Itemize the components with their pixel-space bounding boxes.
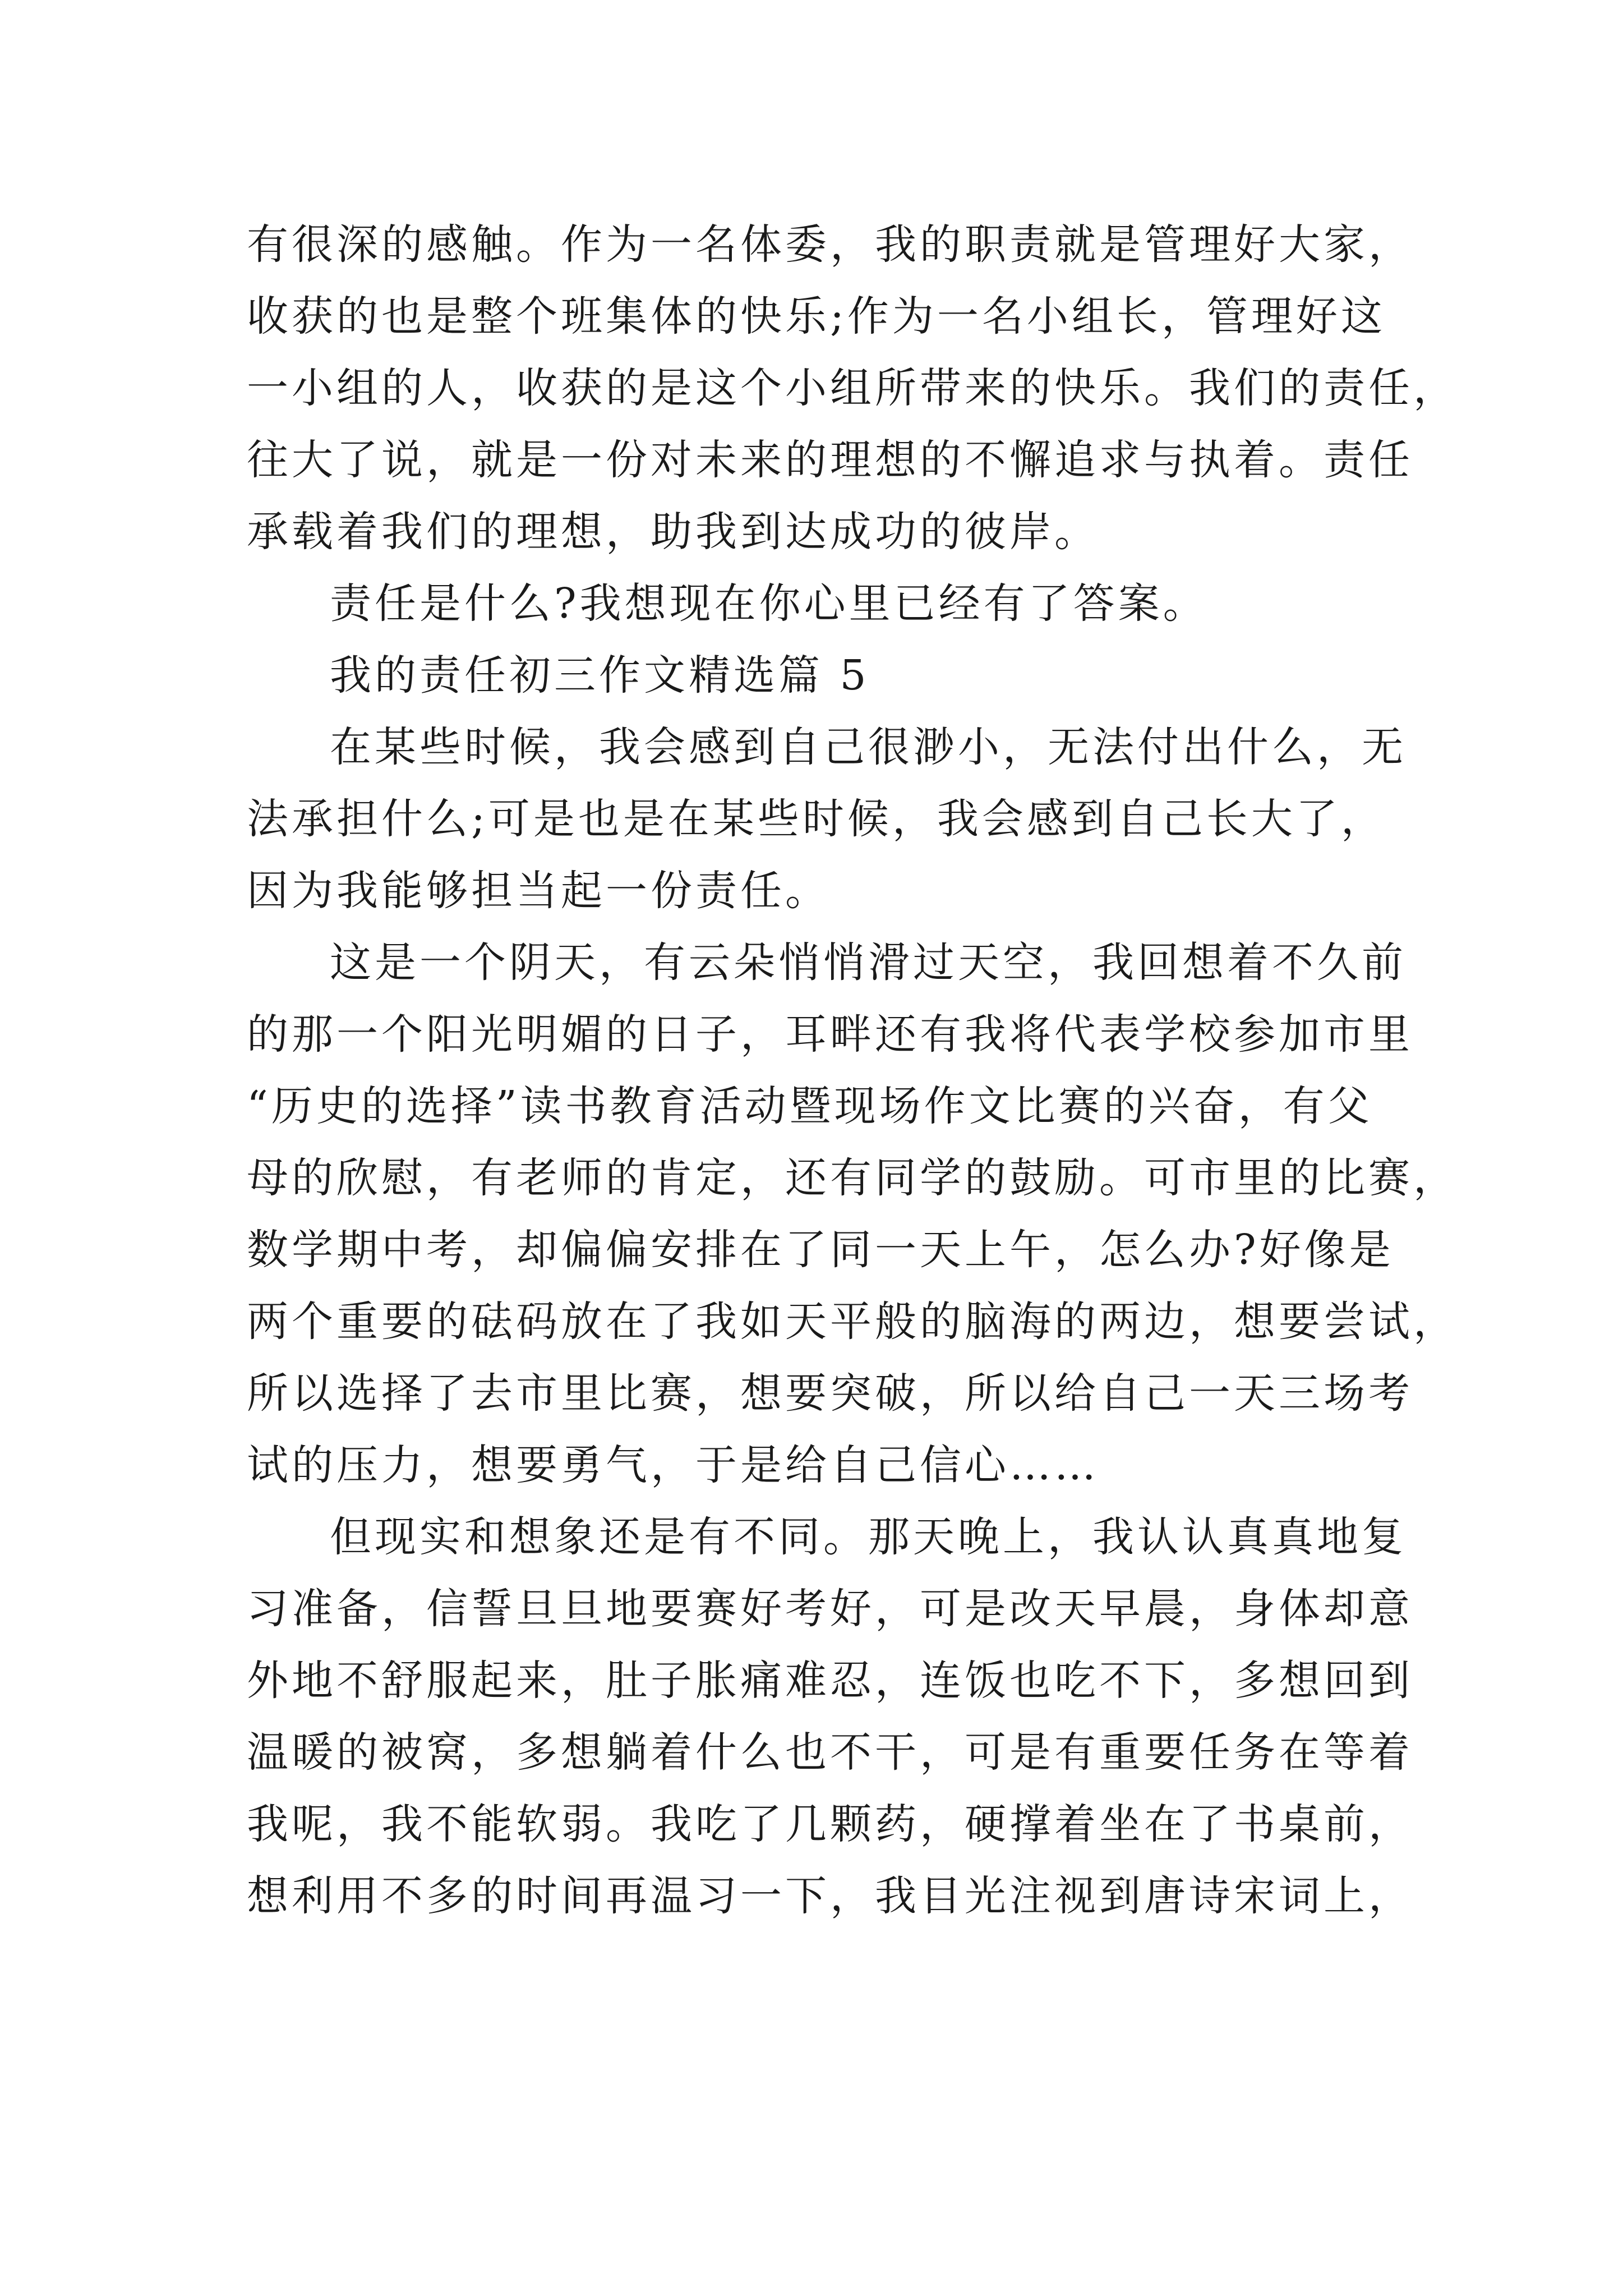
text-line: 温暖的被窝，多想躺着什么也不干，可是有重要任务在等着 (247, 1728, 1413, 1777)
text-line: “历史的选择”读书教育活动暨现场作文比赛的兴奋，有父 (247, 1082, 1373, 1130)
text-line: 外地不舒服起来，肚子胀痛难忍，连饭也吃不下，多想回到 (247, 1657, 1413, 1705)
text-line: 一小组的人，收获的是这个小组所带来的快乐。我们的责任， (247, 364, 1458, 412)
text-line: 承载着我们的理想，助我到达成功的彼岸。 (247, 508, 1099, 556)
text-line: 数学期中考，却偏偏安排在了同一天上午，怎么办?好像是 (247, 1226, 1394, 1274)
text-line: 在某些时候，我会感到自己很渺小，无法付出什么，无 (330, 723, 1407, 771)
text-line: 母的欣慰，有老师的肯定，还有同学的鼓励。可市里的比赛， (247, 1154, 1458, 1202)
text-line: 两个重要的砝码放在了我如天平般的脑海的两边，想要尝试， (247, 1297, 1458, 1346)
text-line: 的那一个阳光明媚的日子，耳畔还有我将代表学校参加市里 (247, 1010, 1413, 1059)
text-line: 往大了说，就是一份对未来的理想的不懈追求与执着。责任 (247, 436, 1413, 484)
text-line: 责任是什么?我想现在你心里已经有了答案。 (330, 579, 1208, 628)
text-line: 习准备，信誓旦旦地要赛好考好，可是改天早晨，身体却意 (247, 1585, 1413, 1633)
text-line: 因为我能够担当起一份责任。 (247, 867, 830, 915)
text-line: 想利用不多的时间再温习一下，我目光注视到唐诗宋词上， (247, 1872, 1413, 1920)
text-line: 所以选择了去市里比赛，想要突破，所以给自己一天三场考 (247, 1369, 1413, 1418)
section-heading: 我的责任初三作文精选篇 5 (330, 651, 870, 700)
text-line: 我呢，我不能软弱。我吃了几颗药，硬撑着坐在了书桌前， (247, 1800, 1413, 1848)
text-line: 试的压力，想要勇气，于是给自己信心…… (247, 1441, 1099, 1489)
text-line: 但现实和想象还是有不同。那天晚上，我认认真真地复 (330, 1513, 1407, 1561)
document-body (247, 209, 1458, 1932)
text-line: 这是一个阴天，有云朵悄悄滑过天空，我回想着不久前 (330, 938, 1407, 987)
text-line: 有很深的感触。作为一名体委，我的职责就是管理好大家， (247, 220, 1413, 269)
text-line: 法承担什么;可是也是在某些时候，我会感到自己长大了， (247, 795, 1386, 843)
text-line: 收获的也是整个班集体的快乐;作为一名小组长，管理好这 (247, 292, 1386, 341)
